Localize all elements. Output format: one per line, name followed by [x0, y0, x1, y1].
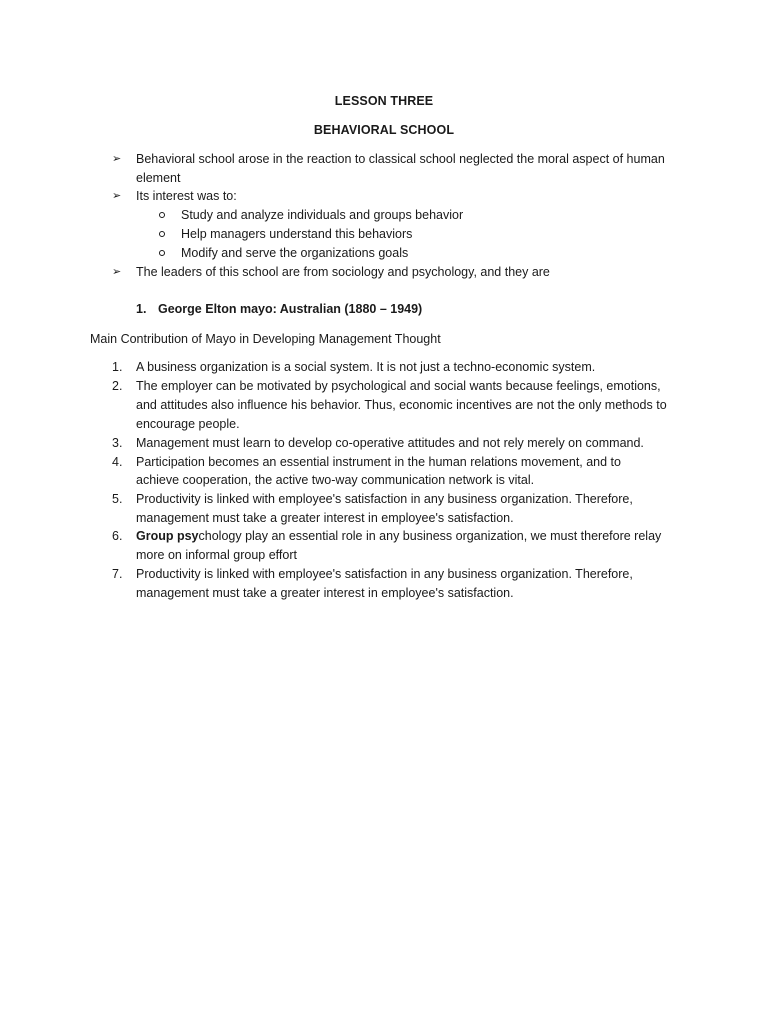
bullet-text-1: Behavioral school arose in the reaction to classical school neglected the moral aspect of human — [136, 152, 665, 166]
lesson-title: LESSON THREE — [334, 94, 434, 108]
arrow-bullet-icon: ➢ — [112, 153, 122, 165]
circle-bullet-icon — [159, 212, 165, 218]
point-6-bold: Group psy — [136, 529, 199, 543]
point-6-rest: chology play an essential role in any business organization, we must therefore relay — [198, 529, 662, 543]
point-number: 6. — [112, 529, 123, 543]
sub-bullet-2: Help managers understand this behaviors — [181, 227, 413, 241]
point-5-line-1: Productivity is linked with employee's satisfaction in any business organization. Therefore, — [136, 492, 633, 506]
point-1: A business organization is a social system. It is not just a techno-economic system. — [136, 360, 596, 374]
point-6-line-1 — [136, 527, 661, 546]
point-2-line-1: The employer can be motivated by psychological and social wants because feelings, emotions, — [136, 379, 661, 393]
point-5-line-2: management must take a greater interest in employee's satisfaction. — [136, 511, 514, 525]
point-number: 3. — [112, 436, 123, 450]
point-number: 1. — [112, 360, 123, 374]
leader-number: 1. — [136, 302, 147, 316]
circle-bullet-icon — [159, 231, 165, 237]
point-4-line-1: Participation becomes an essential instrument in the human relations movement, and to — [136, 455, 621, 469]
circle-bullet-icon — [159, 250, 165, 256]
contribution-heading: Main Contribution of Mayo in Developing Management Thought — [90, 332, 441, 346]
bullet-text-1-cont: element — [136, 171, 181, 185]
point-4-line-2: achieve cooperation, the active two-way communication network is vital. — [136, 473, 535, 487]
point-number: 2. — [112, 379, 123, 393]
point-2-line-3: encourage people. — [136, 417, 240, 431]
point-number: 5. — [112, 492, 123, 506]
point-2-line-2: and attitudes also influence his behavior. Thus, economic incentives are not the only methods to — [136, 398, 667, 412]
point-7-line-1: Productivity is linked with employee's satisfaction in any business organization. Therefore, — [136, 567, 633, 581]
point-number: 7. — [112, 567, 123, 581]
point-6-line-2: more on informal group effort — [136, 548, 297, 562]
sub-bullet-3: Modify and serve the organizations goals — [181, 246, 409, 260]
sub-bullet-1: Study and analyze individuals and groups behavior — [181, 208, 464, 222]
bullet-text-3: The leaders of this school are from sociology and psychology, and they are — [136, 265, 550, 279]
arrow-bullet-icon: ➢ — [112, 266, 122, 278]
point-3: Management must learn to develop co-operative attitudes and not rely merely on command. — [136, 436, 644, 450]
section-title: BEHAVIORAL SCHOOL — [313, 123, 455, 137]
arrow-bullet-icon: ➢ — [112, 190, 122, 202]
point-7-line-2: management must take a greater interest in employee's satisfaction. — [136, 586, 514, 600]
leader-heading: George Elton mayo: Australian (1880 – 1949) — [158, 302, 423, 316]
point-number: 4. — [112, 455, 123, 469]
bullet-text-2: Its interest was to: — [136, 189, 237, 203]
